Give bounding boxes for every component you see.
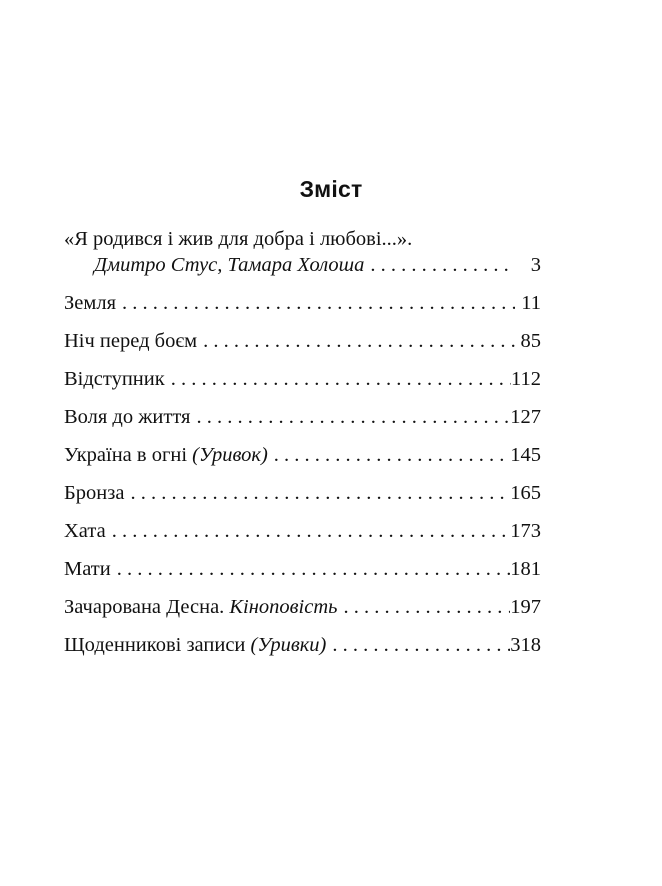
dot-leader <box>124 480 510 506</box>
dot-leader <box>165 366 511 392</box>
toc-entry-khata[interactable] <box>64 518 541 544</box>
entry-title: Зачарована Десна. Кіноповість <box>64 596 338 618</box>
entry-title: Ніч перед боєм <box>64 330 198 352</box>
toc-entry-zacharovana-desna[interactable] <box>64 594 541 620</box>
dot-leader <box>326 632 510 658</box>
toc-entry-zemlia[interactable] <box>64 290 541 316</box>
entry-title: Відступник <box>64 368 165 390</box>
entry-title: Земля <box>64 292 117 314</box>
toc-entry-volia-do-zhyttia[interactable] <box>64 404 541 430</box>
toc-entry-bronza[interactable] <box>64 480 541 506</box>
entry-title: Хата <box>64 520 106 542</box>
entry-title: Щоденникові записи (Уривки) <box>64 634 327 656</box>
dot-leader <box>337 594 510 620</box>
toc-entry-maty[interactable] <box>64 556 541 582</box>
entry-title: Воля до життя <box>64 406 191 428</box>
page-number: 127 <box>510 406 541 428</box>
page-number: 3 <box>530 254 541 276</box>
preface-title: «Я родився і жив для добра і любові...». <box>64 228 413 250</box>
page-title: Зміст <box>299 176 363 202</box>
page-number: 197 <box>510 596 541 618</box>
page-number: 11 <box>521 292 541 314</box>
page-number: 112 <box>511 368 541 390</box>
entry-title: Мати <box>64 558 111 580</box>
toc-entry-shchodennykovi-zapysy[interactable] <box>64 632 541 658</box>
preface-authors: Дмитро Стус, Тамара Холоша <box>94 254 365 276</box>
page-number: 181 <box>510 558 541 580</box>
dot-leader <box>106 518 511 544</box>
table-of-contents <box>64 226 541 658</box>
dot-leader <box>111 556 511 582</box>
entry-title: Україна в огні (Уривок) <box>64 444 268 466</box>
page-number: 85 <box>520 330 541 352</box>
dot-leader <box>197 328 515 354</box>
toc-entry-vidstupnyk[interactable] <box>64 366 541 392</box>
entry-title: Бронза <box>64 482 125 504</box>
preface-entry[interactable] <box>64 252 541 278</box>
toc-entry-nich-pered-boiem[interactable] <box>64 328 541 354</box>
dot-leader <box>364 252 515 278</box>
toc-entry-ukraina-v-ohni[interactable] <box>64 442 541 468</box>
page-number: 318 <box>510 634 541 656</box>
dot-leader <box>268 442 510 468</box>
page-number: 145 <box>510 444 541 466</box>
dot-leader <box>116 290 515 316</box>
page-number: 165 <box>510 482 541 504</box>
dot-leader <box>190 404 510 430</box>
page-number: 173 <box>510 520 541 542</box>
